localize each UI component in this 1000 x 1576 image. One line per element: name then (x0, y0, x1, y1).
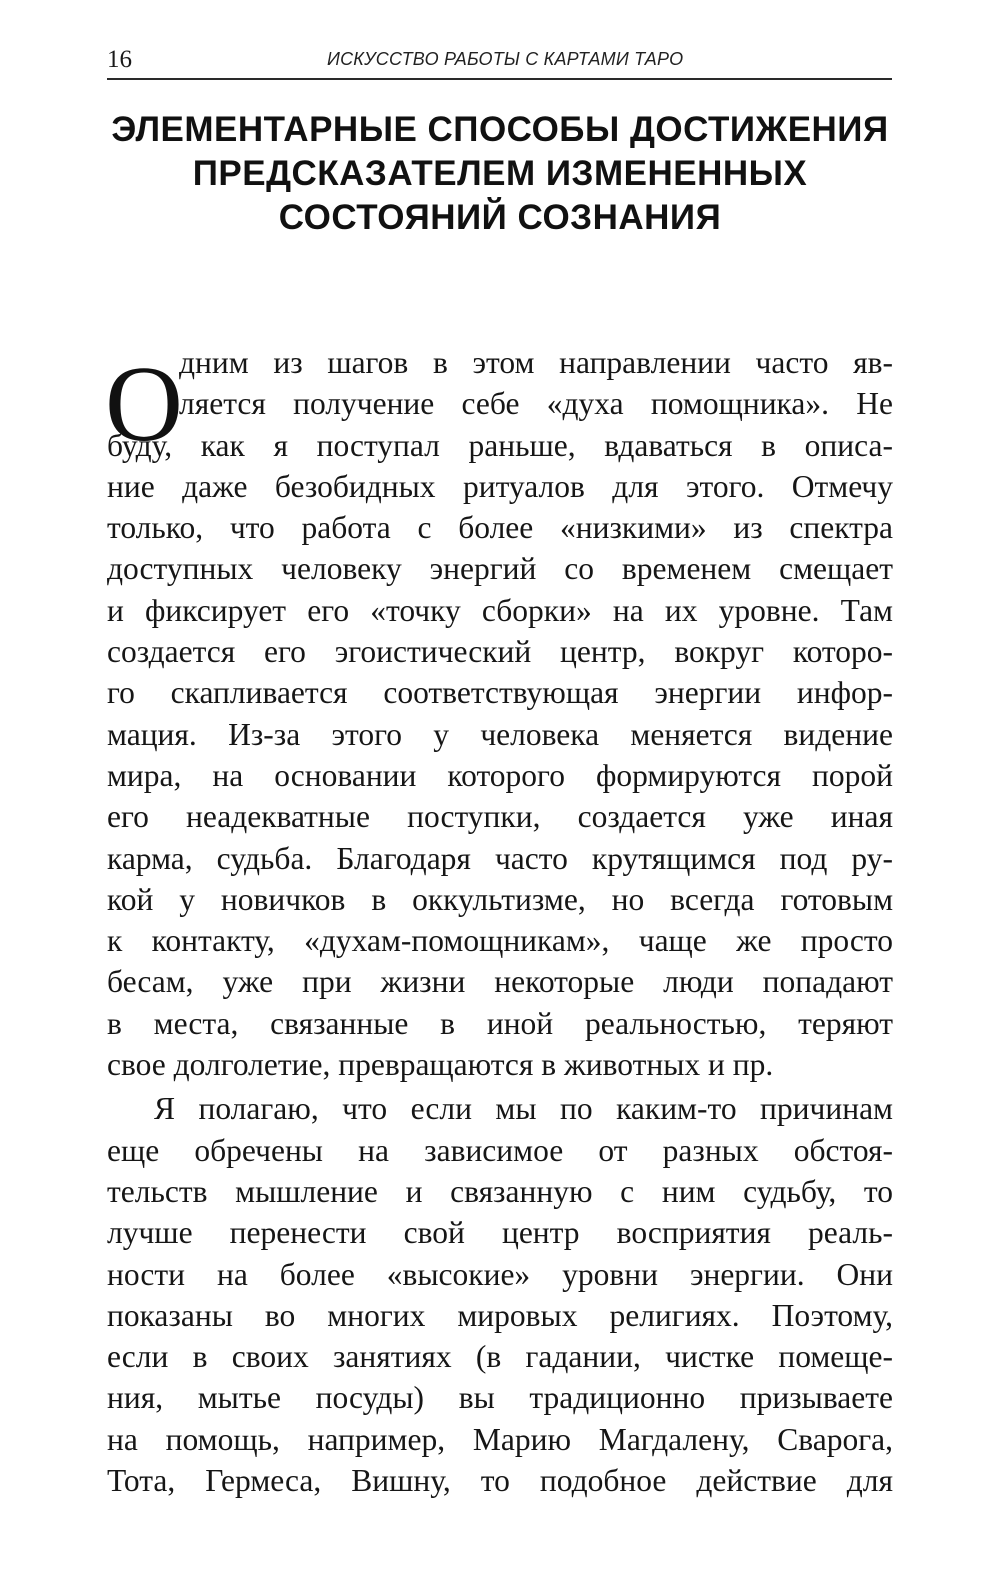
body-text (107, 342, 893, 1501)
text-line: мация. Из-за этого у человека меняется видение (107, 716, 893, 752)
paragraph-2 (107, 1088, 893, 1501)
text-line: Я полагаю, что если мы по каким-то причинам (154, 1091, 893, 1127)
text-line: дним из шагов в этом направлении часто яв- (179, 345, 893, 380)
text-line: и фиксирует его «точку сборки» на их уровне. Там (107, 592, 893, 628)
text-line: кой у новичков в оккультизме, но всегда готовым (107, 881, 893, 917)
text-line: буду, как я поступал раньше, вдаваться в описа- (107, 427, 893, 463)
text-line: доступных человеку энергий со временем смещает (107, 551, 893, 587)
chapter-title (100, 108, 900, 240)
text-line: бесам, уже при жизни некоторые люди попадают (107, 964, 893, 1000)
text-line: его неадекватные поступки, создается уже иная (107, 799, 893, 835)
text-line: еще обречены на зависимое от разных обстоя- (107, 1132, 893, 1168)
text-line: ности на более «высокие» уровни энергии. Они (107, 1256, 893, 1292)
text-line: лучше перенести свой центр восприятия реаль- (107, 1215, 893, 1251)
chapter-title-line: ЭЛЕМЕНТАРНЫЕ СПОСОБЫ ДОСТИЖЕНИЯ (111, 110, 889, 149)
text-line: ния, мытье посуды) вы традиционно призываете (107, 1380, 893, 1416)
text-line: Тота, Гермеса, Вишну, то подобное действие для (107, 1463, 893, 1499)
text-line: в места, связанные в иной реальностью, теряют (107, 1005, 893, 1041)
text-line: создается его эгоистический центр, вокруг которо- (107, 634, 893, 670)
text-line: карма, судьба. Благодаря часто крутящимся под ру- (107, 840, 893, 876)
chapter-title-line: СОСТОЯНИЙ СОЗНАНИЯ (278, 198, 722, 237)
chapter-title-line: ПРЕДСКАЗАТЕЛЕМ ИЗМЕНЕННЫХ (192, 154, 808, 193)
text-line: го скапливается соответствующая энергии инфор- (107, 675, 893, 711)
page-number: 16 (107, 46, 132, 73)
text-line: ляется получение себе «духа помощника». Не (179, 386, 893, 422)
drop-cap: О (105, 345, 183, 464)
text-line: ние даже безобидных ритуалов для этого. Отмечу (107, 468, 893, 504)
text-line: к контакту, «духам-помощникам», чаще же просто (107, 923, 893, 959)
text-line: показаны во многих мировых религиях. Поэтому, (107, 1297, 893, 1333)
text-line: только, что работа с более «низкими» из спектра (107, 510, 893, 546)
text-line: если в своих занятиях (в гадании, чистке помеще- (107, 1339, 893, 1375)
running-header (107, 42, 892, 80)
text-line: мира, на основании которого формируются порой (107, 757, 893, 793)
text-line: свое долголетие, превращаются в животных и пр. (107, 1047, 774, 1083)
paragraph-1 (107, 342, 893, 1085)
running-title: ИСКУССТВО РАБОТЫ С КАРТАМИ ТАРО (327, 49, 684, 69)
text-line: тельств мышление и связанную с ним судьбу, то (107, 1173, 893, 1209)
text-line: на помощь, например, Марию Магдалену, Сварога, (107, 1421, 893, 1457)
